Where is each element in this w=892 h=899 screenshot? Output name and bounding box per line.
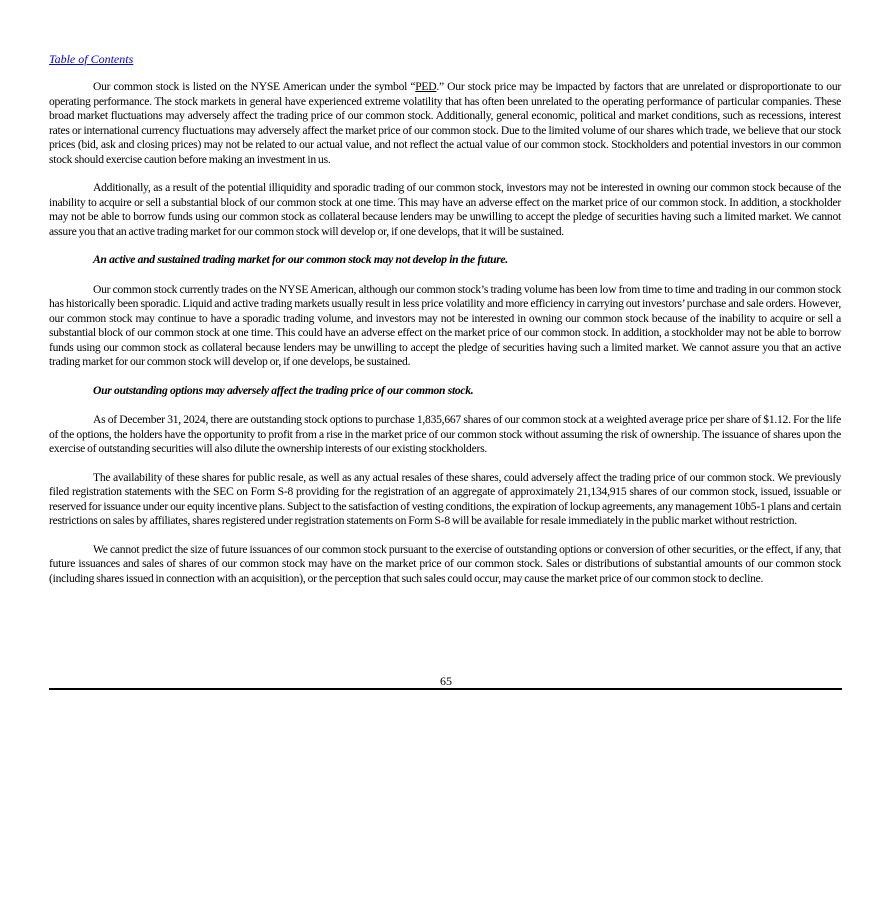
paragraph-stock-listing bbox=[49, 80, 841, 167]
paragraph-illiquidity: Additionally, as a result of the potential illiquidity and sporadic trading of our common stock, investors may not be interested in owning our common stock because of the inability to acquire or sell a substantial block of our common stock at one time. This may have an adverse effect on the market price of our common stock. In addition, a stockholder may not be able to borrow funds using our common stock as collateral because lenders may be unwilling to accept the pledge of securities having such a limited market. We cannot assure you that an active trading market for our common stock will develop or, if one develops, that it will be sustained. bbox=[49, 181, 841, 238]
page-divider bbox=[49, 688, 842, 690]
paragraph-stock-options: As of December 31, 2024, there are outstanding stock options to purchase 1,835,667 shares of our common stock at a weighted average price per share of $1.12. For the life of the options, the holders have the opportunity to profit from a rise in the market price of our common stock without assuming the risk of ownership. The issuance of shares upon the exercise of outstanding securities will also dilute the ownership interests of our existing stockholders. bbox=[49, 413, 841, 455]
page-number: 65 bbox=[440, 674, 452, 688]
paragraph-resale-availability: The availability of these shares for public resale, as well as any actual resales of these shares, could adversely affect the trading price of our common stock. We previously filed registration statements with the SEC on Form S-8 providing for the registration of an aggregate of approximately 21,134,915 shares of our common stock, issued, issuable or reserved for issuance under our equity incentive plans. Subject to the satisfaction of vesting conditions, the expiration of lockup agreements, any management 10b5-1 plans and certain restrictions on sales by affiliates, shares registered under registration statements on Form S-8 will be available for resale immediately in the public market without restriction. bbox=[49, 470, 841, 527]
section-heading-trading-market: An active and sustained trading market for our common stock may not develop in the future. bbox=[93, 253, 508, 266]
document-page bbox=[49, 52, 841, 586]
ticker-symbol: PED bbox=[415, 80, 437, 93]
paragraph-stock-listing-rest: .” Our stock price may be impacted by factors that are unrelated or disproportionate to our operating performance. The stock markets in general have experienced extreme volatility that has often been unrelated to the operating performance of particular companies. These broad market fluctuations may adversely affect the trading price of our common stock. Additionally, general economic, political and market conditions, such as recessions, interest rates or international currency fluctuations may adversely affect the market price of our common stock. Due to the limited volume of our shares which trade, we believe that our stock prices (bid, ask and closing prices) may not be related to our actual value, and not reflect the actual value of our common stock. Stockholders and potential investors in our common stock should exercise caution before making an investment in us. bbox=[49, 80, 841, 166]
section-heading-outstanding-options: Our outstanding options may adversely affect the trading price of our common stock. bbox=[93, 383, 474, 397]
paragraph-stock-listing-start: Our common stock is listed on the NYSE American under the symbol “ bbox=[93, 80, 416, 93]
paragraph-future-issuances: We cannot predict the size of future issuances of our common stock pursuant to the exercise of outstanding options or conversion of other securities, or the effect, if any, that future issuances and sales of shares of our common stock may have on the market price of our common stock. Sales or distributions of substantial amounts of our common stock (including shares issued in connection with an acquisition), or the perception that such sales could occur, may cause the market price of our common stock to decline. bbox=[49, 542, 841, 585]
table-of-contents-link[interactable]: Table of Contents bbox=[49, 52, 134, 66]
paragraph-trading-volume: Our common stock currently trades on the NYSE American, although our common stock’s trading volume has been low from time to time and trading in our common stock has historically been sporadic. Liquid and active trading markets usually result in less price volatility and more efficiency in carrying out investors’ purchase and sale orders. However, our common stock may continue to have a sporadic trading volume, and investors may not be interested in owning our common stock because of the inability to acquire or sell a substantial block of our common stock at one time. This could have an adverse effect on the market price of our common stock. In addition, a stockholder may not be able to borrow funds using our common stock as collateral because lenders may be unwilling to accept the pledge of securities having such a limited market. We cannot assure you that an active trading market for our common stock will develop or, if one develops, be sustained. bbox=[49, 282, 841, 368]
